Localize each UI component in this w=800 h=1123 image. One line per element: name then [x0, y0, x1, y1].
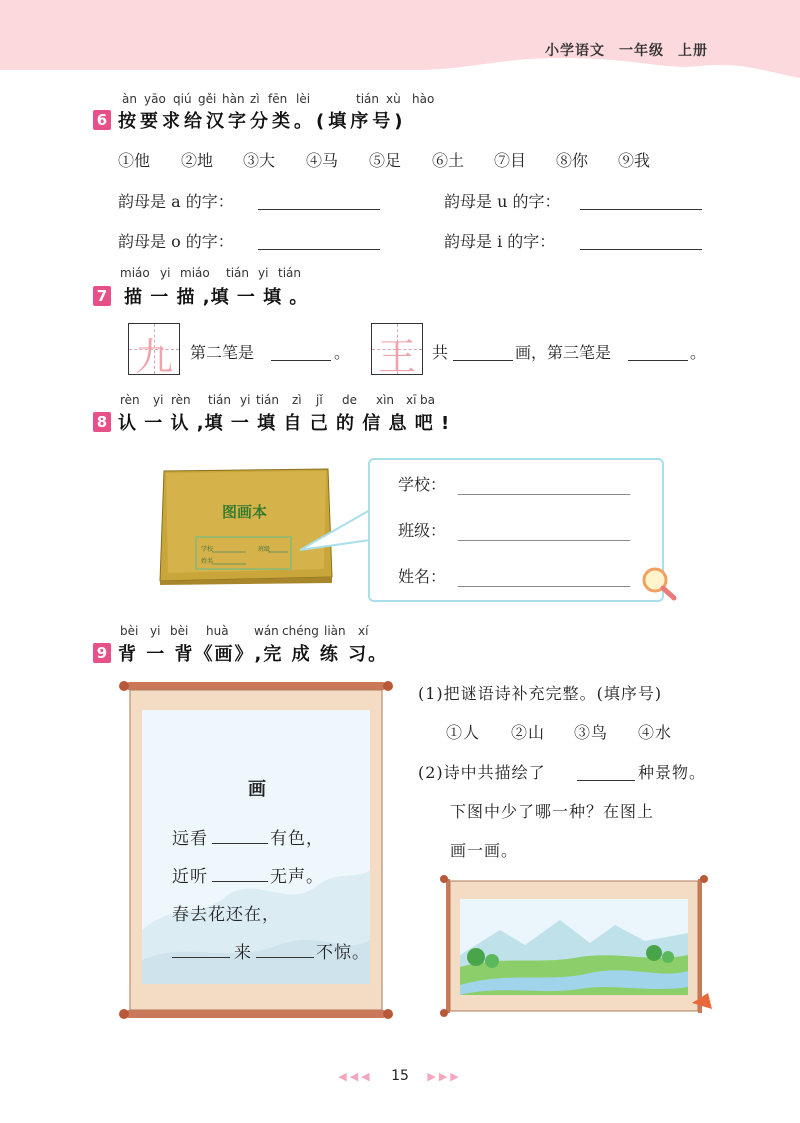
page-number: 15: [391, 1068, 409, 1084]
pinyin: tián: [356, 92, 379, 106]
page-footer: [0, 1068, 800, 1084]
poem-line-1b: 有色，: [270, 829, 324, 849]
pinyin: yi: [150, 624, 161, 638]
trace-box-jiu[interactable]: [128, 323, 180, 379]
pinyin: rèn: [120, 393, 140, 407]
q9-option: ④水: [638, 723, 673, 742]
q7-period: 。: [334, 343, 351, 362]
school-label: 学校：: [398, 475, 447, 494]
poem-line-1a: 远看: [172, 829, 208, 849]
header-title: [531, 40, 708, 60]
pinyin: ba: [420, 393, 435, 407]
pinyin: hào: [412, 92, 435, 106]
pinyin: liàn: [324, 624, 346, 638]
class-label: 班级：: [398, 521, 447, 540]
answer-blank[interactable]: [212, 881, 268, 882]
pinyin: xí: [358, 624, 369, 638]
pinyin: tián: [278, 266, 301, 280]
pinyin: fēn: [268, 92, 288, 106]
q6-row-u: 韵母是 u 的字：: [444, 192, 561, 211]
pinyin: zì: [292, 393, 302, 407]
pinyin: tián: [208, 393, 231, 407]
school-input[interactable]: [458, 494, 630, 495]
header-subject: 小学语文: [545, 43, 605, 59]
notebook-field: 姓名: [201, 558, 214, 565]
pinyin: yi: [153, 393, 164, 407]
pinyin: gěi: [198, 92, 217, 106]
q7-number: 7: [93, 286, 111, 306]
q9-sub2-end: 种景物。: [638, 763, 707, 782]
q9-option: ③鸟: [574, 723, 609, 742]
poem-line-4a: 来: [234, 943, 252, 963]
header-volume: 上册: [678, 43, 708, 59]
q9-sub2-line3: 画一画。: [450, 841, 519, 860]
poem-line-2a: 近听: [172, 867, 208, 887]
notebook-field: 班级: [258, 546, 271, 553]
pinyin: miáo: [120, 266, 150, 280]
q6-option: ③大: [243, 151, 276, 170]
pinyin: xù: [386, 92, 401, 106]
pinyin: wán: [254, 624, 279, 638]
pinyin: chéng: [282, 624, 319, 638]
poem-title: 画: [248, 779, 266, 800]
answer-blank[interactable]: [256, 957, 314, 958]
q6-option: ⑥土: [432, 151, 465, 170]
q7-period: 。: [690, 343, 707, 362]
q7-text-total: 共: [432, 343, 449, 362]
q6-title: 按要求给汉字分类。(填序号): [118, 111, 407, 132]
class-input[interactable]: [458, 540, 630, 541]
pinyin: zì: [250, 92, 260, 106]
q6-option: ⑦目: [494, 151, 527, 170]
q9-sub1: (1)把谜语诗补充完整。(填序号): [418, 684, 663, 703]
pinyin: yi: [240, 393, 251, 407]
answer-blank[interactable]: [580, 209, 702, 210]
pinyin: qiú: [173, 92, 192, 106]
pinyin: miáo: [180, 266, 210, 280]
pinyin: rèn: [171, 393, 191, 407]
notebook-field: 学校: [201, 546, 214, 553]
prev-arrows-icon: ◀◀◀: [338, 1070, 373, 1083]
pinyin: tián: [226, 266, 249, 280]
trace-char: 九: [134, 335, 173, 379]
q7-title: 描 一 描 ,填 一 填 。: [124, 287, 309, 308]
q8-title: 认 一 认 ,填 一 填 自 己 的 信 息 吧 !: [118, 413, 451, 434]
q7-text-stroke: 第二笔是: [190, 343, 255, 362]
q7-text-third: 画，第三笔是: [515, 343, 612, 362]
next-arrows-icon: ▶▶▶: [427, 1070, 462, 1083]
notebook-title: 图画本: [222, 503, 268, 521]
answer-blank[interactable]: [271, 360, 331, 361]
q6-number: 6: [93, 110, 111, 130]
name-label: 姓名：: [398, 567, 447, 586]
q6-option: ④马: [306, 151, 339, 170]
q6-option: ②地: [181, 151, 214, 170]
q6-row-a: 韵母是 a 的字：: [118, 192, 234, 211]
magnifier-icon: [640, 565, 680, 603]
answer-blank[interactable]: [172, 957, 230, 958]
pinyin: xī: [406, 393, 417, 407]
q9-number: 9: [93, 643, 111, 663]
pinyin: huà: [206, 624, 229, 638]
q6-option: ⑤足: [369, 151, 402, 170]
q6-row-o: 韵母是 o 的字：: [118, 232, 234, 251]
answer-blank[interactable]: [258, 249, 380, 250]
answer-blank[interactable]: [628, 360, 688, 361]
pinyin: bèi: [120, 624, 139, 638]
pinyin: hàn: [222, 92, 245, 106]
poem-line-4b: 不惊。: [316, 943, 370, 963]
info-card: [368, 458, 664, 602]
pinyin: xìn: [376, 393, 395, 407]
header-grade: 一年级: [619, 43, 664, 59]
q9-option: ①人: [446, 723, 481, 742]
pinyin: lèi: [296, 92, 311, 106]
pinyin: yi: [258, 266, 269, 280]
landscape-scroll[interactable]: [440, 875, 715, 1020]
q9-sub2-line2: 下图中少了哪一种？在图上: [450, 802, 655, 821]
q8-number: 8: [93, 412, 111, 432]
callout-pointer: [300, 500, 372, 560]
name-input[interactable]: [458, 586, 630, 587]
pinyin: jǐ: [316, 393, 323, 407]
pinyin: bèi: [170, 624, 189, 638]
answer-blank[interactable]: [258, 209, 380, 210]
pinyin: àn: [122, 92, 137, 106]
q6-row-i: 韵母是 i 的字：: [444, 232, 556, 251]
answer-blank[interactable]: [453, 360, 513, 361]
q9-option: ②山: [511, 723, 546, 742]
poem-scroll: [118, 680, 394, 1020]
trace-char: 王: [377, 335, 416, 379]
q6-option: ①他: [118, 151, 151, 170]
q6-option: ⑧你: [556, 151, 589, 170]
pinyin: tián: [256, 393, 279, 407]
answer-blank[interactable]: [212, 843, 268, 844]
q9-sub2: (2)诗中共描绘了: [418, 763, 546, 782]
q6-option: ⑨我: [618, 151, 651, 170]
answer-blank[interactable]: [577, 780, 635, 781]
trace-box-wang[interactable]: [371, 323, 423, 379]
q9-title: 背 一 背《画》,完 成 练 习。: [118, 644, 389, 665]
poem-line-2b: 无声。: [270, 867, 324, 887]
poem-line-3: 春去花还在，: [172, 905, 280, 925]
pinyin: de: [342, 393, 357, 407]
pinyin: yāo: [144, 92, 166, 106]
pinyin: yi: [160, 266, 171, 280]
answer-blank[interactable]: [580, 249, 702, 250]
